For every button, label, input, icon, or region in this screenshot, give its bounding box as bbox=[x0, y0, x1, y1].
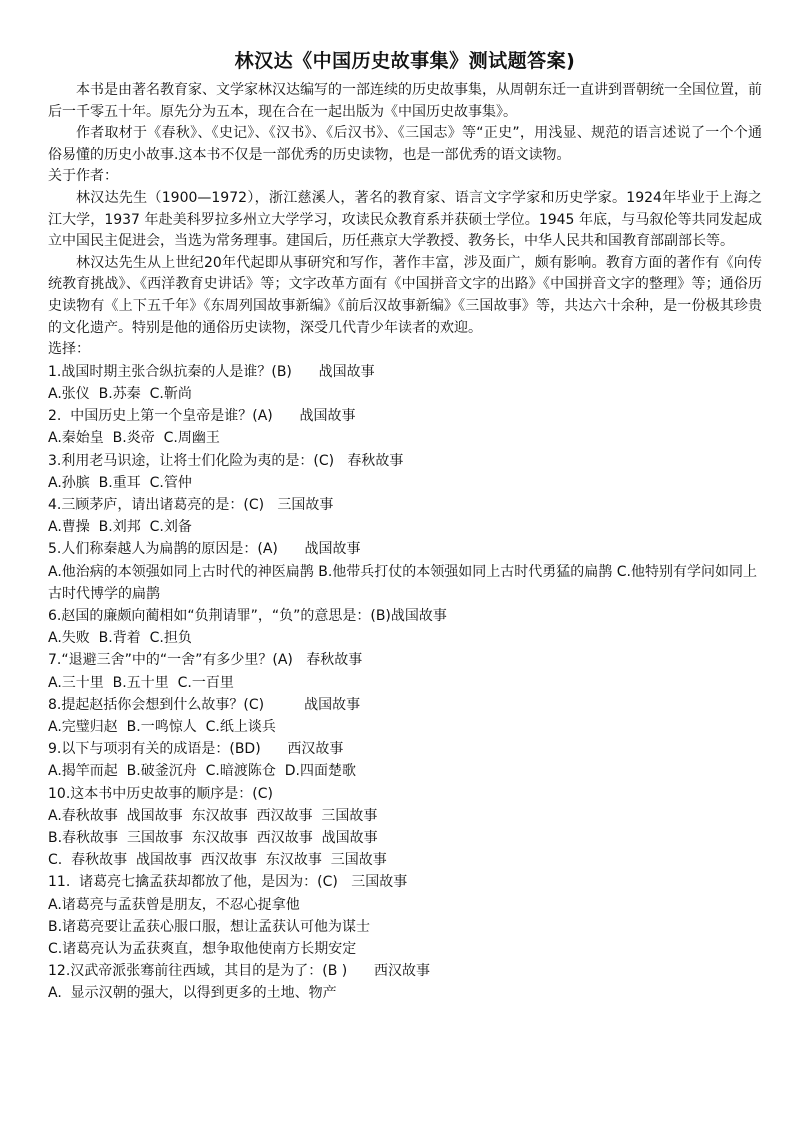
question-item bbox=[48, 649, 762, 693]
question-option-c: C. 春秋故事 战国故事 西汉故事 东汉故事 三国故事 bbox=[48, 852, 387, 869]
question-text: 2. 中国历史上第一个皇帝是谁？(A) 战国故事 bbox=[48, 408, 356, 425]
question-text: 11. 诸葛亮七擒孟获却都放了他，是因为：(C) 三国故事 bbox=[48, 874, 408, 891]
author-paragraph-1: 林汉达先生（1900—1972），浙江慈溪人，著名的教育家、语言文字学家和历史学家。1924年毕业于上海之江大学，1937 年赴美科罗拉多州立大学学习，攻读民众教育系并获硕士学位。1945 年底，与马叙伦等共同发起成立中国民主促进会，当选为常务理事。建国后，历任燕京大学教授、教务长，中华人民共和国教育部副部长等。 bbox=[48, 189, 762, 250]
question-text: 7.“退避三舍”中的“一舍”有多少里？(A) 春秋故事 bbox=[48, 652, 363, 669]
question-text: 10.这本书中历史故事的顺序是：(C) bbox=[48, 785, 273, 802]
question-options: A.完璧归赵 B.一鸣惊人 C.纸上谈兵 bbox=[48, 718, 276, 735]
question-option-b: B.春秋故事 三国故事 东汉故事 西汉故事 战国故事 bbox=[48, 829, 378, 846]
question-item bbox=[48, 538, 762, 605]
question-options: A.张仪 B.苏秦 C.靳尚 bbox=[48, 385, 192, 402]
question-options: A.三十里 B.五十里 C.一百里 bbox=[48, 674, 234, 691]
question-options: A.曹操 B.刘邦 C.刘备 bbox=[48, 519, 192, 536]
question-option-a: A. 显示汉朝的强大，以得到更多的土地、物产 bbox=[48, 985, 337, 1002]
choice-section-label: 选择： bbox=[48, 341, 90, 358]
question-options: A.秦始皇 B.炎帝 C.周幽王 bbox=[48, 430, 220, 447]
question-options: A.失败 B.背着 C.担负 bbox=[48, 630, 192, 647]
question-option-a: A.诸葛亮与孟获曾是朋友，不忍心捉拿他 bbox=[48, 896, 300, 913]
question-option-b: B.诸葛亮要让孟获心服口服，想让孟获认可他为谋士 bbox=[48, 918, 371, 935]
question-text: 4.三顾茅庐，请出诸葛亮的是：(C) 三国故事 bbox=[48, 496, 334, 513]
question-text: 12.汉武帝派张骞前往西域，其目的是为了：(B ) 西汉故事 bbox=[48, 963, 430, 980]
document-title: 林汉达《中国历史故事集》测试题答案) bbox=[234, 50, 576, 72]
question-options: A.他治病的本领强如同上古时代的神医扁鹊 B.他带兵打仗的本领强如同上古时代勇猛的扁鹊 C.他特别有学问如同上古时代博学的扁鹊 bbox=[48, 563, 757, 602]
question-options: A.揭竿而起 B.破釜沉舟 C.暗渡陈仓 D.四面楚歌 bbox=[48, 763, 356, 780]
question-text: 9.以下与项羽有关的成语是：(BD) 西汉故事 bbox=[48, 741, 344, 758]
question-item bbox=[48, 960, 762, 1004]
question-item bbox=[48, 694, 762, 738]
question-text: 8.提起赵括你会想到什么故事？(C) 战国故事 bbox=[48, 696, 361, 713]
question-item bbox=[48, 871, 762, 960]
document-page bbox=[48, 44, 762, 1005]
question-text: 6.赵国的廉颇向蔺相如“负荆请罪”，“负”的意思是：(B)战国故事 bbox=[48, 607, 447, 624]
question-text: 3.利用老马识途，让将士们化险为夷的是：(C) 春秋故事 bbox=[48, 452, 404, 469]
author-paragraph-2: 林汉达先生从上世纪20年代起即从事研究和写作，著作丰富，涉及面广，颇有影响。教育方面的著作有《向传统教育挑战》、《西洋教育史讲话》等；文字改革方面有《中国拼音文字的出路》《中国拼音文字的整理》等；通俗历史读物有《上下五千年》《东周列国故事新编》《前后汉故事新编》《三国故事》等，共达六十余种，是一份极其珍贵的文化遗产。特别是他的通俗历史读物，深受几代青少年读者的欢迎。 bbox=[48, 254, 762, 336]
question-item bbox=[48, 738, 762, 782]
question-item bbox=[48, 783, 762, 872]
question-option-a: A.春秋故事 战国故事 东汉故事 西汉故事 三国故事 bbox=[48, 807, 378, 824]
question-text: 5.人们称秦越人为扁鹊的原因是：(A) 战国故事 bbox=[48, 541, 361, 558]
question-options: A.孙膑 B.重耳 C.管仲 bbox=[48, 474, 192, 491]
question-option-c: C.诸葛亮认为孟获爽直，想争取他使南方长期安定 bbox=[48, 941, 357, 957]
author-section-label: 关于作者： bbox=[48, 168, 118, 185]
question-item bbox=[48, 605, 762, 649]
question-item bbox=[48, 450, 762, 494]
question-item bbox=[48, 361, 762, 405]
intro-paragraph-2: 作者取材于《春秋》、《史记》、《汉书》、《后汉书》、《三国志》等“正史”，用浅显、规范的语言述说了一个个通俗易懂的历史小故事.这本书不仅是一部优秀的历史读物，也是一部优秀的语文读物。 bbox=[48, 125, 762, 163]
intro-paragraph-1: 本书是由著名教育家、文学家林汉达编写的一部连续的历史故事集，从周朝东迁一直讲到晋朝统一全国位置，前后一千零五十年。原先分为五本，现在合在一起出版为《中国历史故事集》。 bbox=[48, 82, 762, 120]
question-item bbox=[48, 494, 762, 538]
question-list bbox=[48, 361, 762, 1005]
question-item bbox=[48, 405, 762, 449]
question-text: 1.战国时期主张合纵抗秦的人是谁？(B) 战国故事 bbox=[48, 363, 375, 380]
